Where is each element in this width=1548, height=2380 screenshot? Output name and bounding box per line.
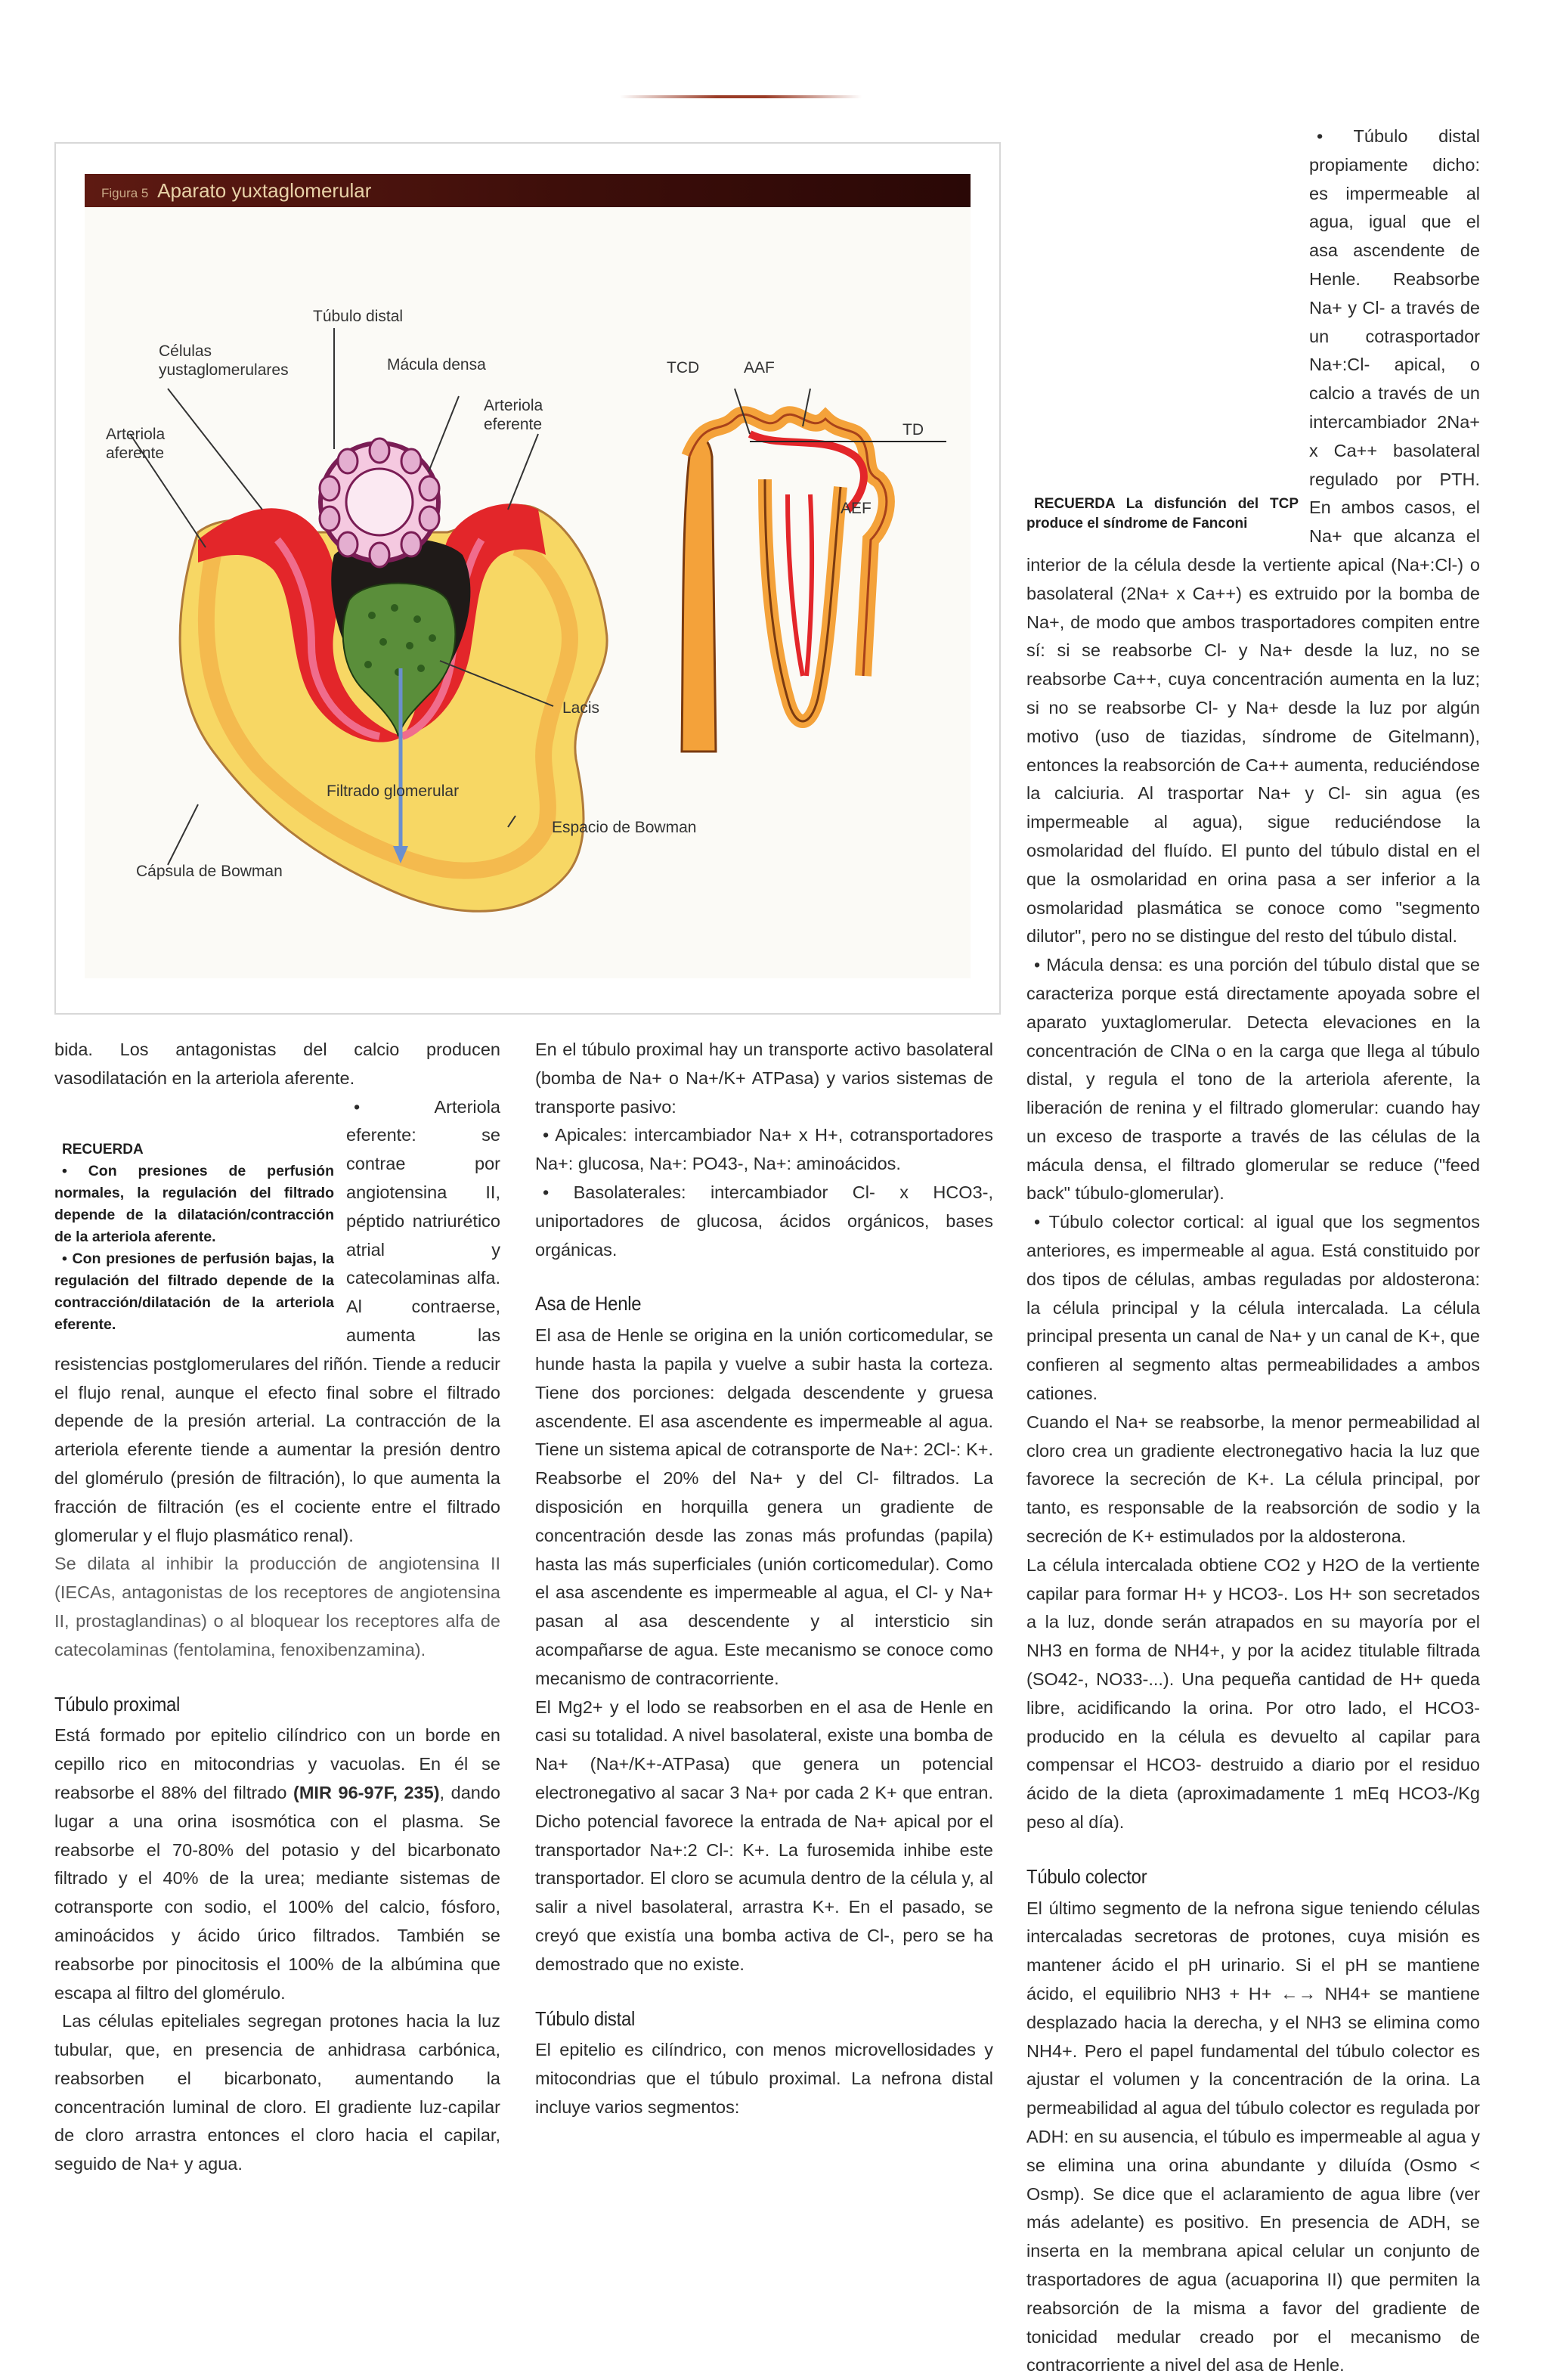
- column-right: [1026, 122, 1480, 2380]
- recuerda-title: RECUERDA: [62, 1141, 144, 1157]
- figure-title: Aparato yuxtaglomerular: [157, 179, 372, 202]
- figure-illustration: [85, 207, 971, 978]
- label-espacio-bowman: Espacio de Bowman: [552, 819, 697, 836]
- paragraph: bida. Los antagonistas del calcio producen vasodilatación en la arteriola aferente.: [54, 1040, 500, 1088]
- label-arteriola-eferente-1: Arteriola: [484, 397, 543, 414]
- label-filtrado-glomerular: Filtrado glomerular: [327, 782, 460, 800]
- recuerda-item: • Con presiones de perfusión normales, la regulación del filtrado depende de la dilatación/contracción de la arteriola aferente.: [54, 1162, 334, 1245]
- paragraph-text: Está formado por epitelio cilíndrico con un borde en cepillo rico en mitocondrias y vacuolas. En él se reabsorbe el 88% del filtrado: [54, 1725, 500, 1802]
- label-yuxtaglomerulares: yustaglomerulares: [159, 361, 289, 379]
- paragraph: • Túbulo colector cortical: al igual que los segmentos anteriores, es impermeable al agua. Está constituido por dos tipos de células, ambas reguladas por aldosterona: la célula principal y la célula intercalada. La célula principal presenta un canal de Na+ y un canal de K+, que confieren al segmento altas permeabilidades a ambos cationes.: [1026, 1212, 1480, 1404]
- paragraph: • Apicales: intercambiador Na+ x H+, cotransportadores Na+: glucosa, Na+: PO43-, Na+: aminoácidos.: [535, 1125, 993, 1174]
- label-aaf: AAF: [744, 359, 775, 377]
- paragraph: El epitelio es cilíndrico, con menos microvellosidades y mitocondrias que el túbulo proximal. La nefrona distal incluye varios segmentos:: [535, 2040, 993, 2117]
- paragraph-text: • Arteriola eferente: se contrae por angiotensina II, péptido natriurético atrial y catecolaminas alfa. Al contraerse, aumenta las resistencias postglomerulares del riñón. Tiende a reducir el flujo renal, aunque el efecto final sobre el filtrado depende de la presión arterial. La contracción de la arteriola eferente tiende a aumentar la presión dentro del glomérulo (presión de filtración), lo que aumenta la fracción de filtración (es el cociente entre el filtrado glomerular y el flujo plasmático renal).: [54, 1096, 500, 1545]
- paragraph: Las células epiteliales segregan protones hacia la luz tubular, que, en presencia de anhidrasa carbónica, reabsorben el bicarbonato, aumentando la concentración luminal de cloro. El gradiente luz-capilar de cloro arrastra entonces el cloro hacia el capilar, seguido de Na+ y agua.: [54, 2011, 500, 2174]
- paragraph: El asa de Henle se origina en la unión corticomedular, se hunde hasta la papila y vuelve a subir hasta la corteza. Tiene dos porciones: delgada descendente y gruesa ascendente. El asa ascendente es impermeable al agua. Tiene un sistema apical de cotransporte de Na+: 2Cl-: K+. Reabsorbe el 20% del Na+ y del Cl- filtrados. La disposición en horquilla genera un gradiente de concentración desde las zonas más profundas (papila) hasta las más superficiales (unión corticomedular). Como el asa ascendente es impermeable al agua, el Cl- y Na+ pasan al asa descendente y al intersticio sin acompañarse de agua. Este mecanismo se conoce como mecanismo de contracorriente.: [535, 1325, 993, 1688]
- figure-title-bar: [85, 174, 971, 207]
- heading-tubulo-distal: Túbulo distal: [535, 2007, 636, 2030]
- paragraph: [54, 1093, 500, 1551]
- figure-aparato-yuxtaglomerular: [54, 142, 1001, 1015]
- recuerda-box-fanconi: RECUERDA La disfunción del TCP produce el síndrome de Fanconi: [1026, 496, 1299, 531]
- label-tcd: TCD: [667, 359, 700, 377]
- column-left: [54, 1036, 500, 2179]
- paragraph: El último segmento de la nefrona sigue teniendo células intercaladas secretoras de protones, cuya misión es mantener ácido el pH urinario. Si el pH se mantiene ácido, el equilibrio NH3 + H+ ←→ NH4+ se mantiene desplazado hacia la derecha, y el NH3 se elimina como NH4+. Pero el papel fundamental del túbulo colector es ajustar el volumen y la concentración de la orina. La permeabilidad al agua del túbulo colector es regulada por ADH: en su ausencia, el túbulo es impermeable al agua y se elimina una orina abundante y diluída (Osmo < Osmp). Se dice que el aclaramiento de agua libre (ver más adelante) es positivo. En presencia de ADH, se inserta en la membrana apical celular un conjunto de trasportadores de agua (acuaporina II) que permiten la reabsorción de la misma a favor del gradiente de tonicidad medular creado por el mecanismo de contracorriente a nivel del asa de Henle.: [1026, 1898, 1480, 2375]
- label-macula-densa: Mácula densa: [387, 356, 486, 373]
- paragraph: En el túbulo proximal hay un transporte activo basolateral (bomba de Na+ o Na+/K+ ATPasa) y varios sistemas de transporte pasivo:: [535, 1040, 993, 1117]
- paragraph: • Basolaterales: intercambiador Cl- x HCO3-, uniportadores de glucosa, ácidos orgánicos, bases orgánicas.: [535, 1182, 993, 1260]
- label-td: TD: [902, 421, 924, 439]
- label-arteriola-aferente-1: Arteriola: [106, 426, 166, 443]
- heading-asa-de-henle: Asa de Henle: [535, 1292, 642, 1316]
- label-aef: AEF: [841, 500, 872, 517]
- label-arteriola-aferente-2: aferente: [106, 445, 165, 462]
- column-middle: [535, 1036, 993, 2122]
- paragraph-text: • Túbulo distal propiamente dicho: es impermeable al agua, igual que el asa ascendente de Henle. Reabsorbe Na+ y Cl- a través de un cotrasportador Na+:Cl- apical, o calcio a través de un intercambiador 2Na+ x Ca++ basolateral regulado por PTH. En ambos casos, el Na+ que alcanza el interior de la célula desde la vertiente apical (Na+:Cl-) o basolateral (2Na+ x Ca++) es extruido por la bomba de Na+, de modo que ambos trasportadores compiten entre sí: si se reabsorbe Cl- y Na+ desde la luz, no se reabsorbe Ca++, cuya concentración aumenta en la luz; si no se reabsorbe Cl- y Na+ desde la luz por algún motivo (uso de tiazidas, síndrome de Gitelmann), entonces la reabsorción de Ca++ aumenta, reduciéndose la calciuria. Al trasportar Na+ y Cl- sin agua (es impermeable al agua), sigue reduciéndose la osmolaridad del fluído. El punto del túbulo distal en el que la osmolaridad en orina pasa a ser inferior a la osmolaridad plasmática se conoce como "segmento dilutor", pero no se distingue del resto del túbulo distal.: [1026, 126, 1480, 947]
- recuerda-box-perfusion: [54, 1139, 334, 1336]
- paragraph: [54, 1721, 500, 2007]
- paragraph: La célula intercalada obtiene CO2 y H2O de la vertiente capilar para formar H+ y HCO3-. Los H+ son secretados a la luz, donde serán atrapados en su mayoría por el NH3 en forma de NH4+, y por la acidez titulable filtrada (SO42-, NO33-...). Una pequeña cantidad de H+ queda libre, acidificando la orina. Por otro lado, el HCO3- producido en la célula es devuelto al capilar para compensar el HCO3- destruido a diario por el residuo ácido de la dieta (aproximadamente 1 mEq HCO3-/Kg peso al día).: [1026, 1554, 1480, 1833]
- recuerda-item: • Con presiones de perfusión bajas, la regulación del filtrado depende de la contracción/dilatación de la arteriola eferente.: [54, 1250, 334, 1333]
- paragraph-text: , dando lugar a una orina isosmótica con el plasma. Se reabsorbe el 70-80% del potasio y del bicarbonato filtrado y el 40% de la urea; mediante sistemas de cotransporte con sodio, el 100% del calcio, fósforo, aminoácidos y ácido úrico filtrados. También se reabsorbe por pinocitosis el 100% de la albúmina que escapa al filtro del glomérulo.: [54, 1782, 501, 2003]
- paragraph: Se dilata al inhibir la producción de angiotensina II (IECAs, antagonistas de los receptores de angiotensina II, prostaglandinas) o al bloquear los receptores alfa de catecolaminas (fentolamina, fenoxibenzamina).: [54, 1554, 500, 1659]
- paragraph: • Mácula densa: es una porción del túbulo distal que se caracteriza porque está directamente apoyada sobre el aparato yuxtaglomerular. Detecta elevaciones en la concentración de ClNa o en la carga que llega al túbulo distal, y regula el tono de la arteriola aferente, la liberación de renina y el filtrado glomerular: cuando hay un exceso de trasporte a través de las células de la mácula densa, el filtrado glomerular se reduce ("feed back" túbulo-glomerular).: [1026, 955, 1480, 1204]
- paragraph: El Mg2+ y el lodo se reabsorben en el asa de Henle en casi su totalidad. A nivel basolateral, existe una bomba de Na+ (Na+/K+-ATPasa) que genera un potencial electronegativo al sacar 3 Na+ por cada 2 K+ que entran. Dicho potencial favorece la entrada de Na+ apical por el transportador Na+:2 Cl-: K+. La furosemida inhibe este transportador. El cloro se acumula dentro de la célula y, al salir a nivel basolateral, arrastra K+. En el pasado, se creyó que existía una bomba activa de Cl-, pero se ha demostrado que no existe.: [535, 1697, 993, 1974]
- label-arteriola-eferente-2: eferente: [484, 416, 543, 433]
- label-celulas: Células: [159, 342, 212, 360]
- heading-tubulo-proximal: Túbulo proximal: [54, 1692, 181, 1715]
- label-tubulo-distal: Túbulo distal: [313, 308, 404, 325]
- label-lacis: Lacis: [562, 699, 600, 717]
- figure-number: Figura 5: [101, 186, 149, 200]
- label-capsula-bowman: Cápsula de Bowman: [136, 863, 283, 880]
- top-decorative-rule: [620, 95, 862, 98]
- nephron-schematic: [682, 389, 946, 751]
- mir-reference: (MIR 96-97F, 235): [293, 1782, 440, 1802]
- paragraph: [1026, 122, 1480, 951]
- heading-tubulo-colector: Túbulo colector: [1026, 1864, 1147, 1888]
- paragraph: Cuando el Na+ se reabsorbe, la menor permeabilidad al cloro crea un gradiente electronegativo hacia la luz que favorece la secreción de K+. La célula principal, por tanto, es responsable de la reabsorción de sodio y la secreción de K+ estimulados por la aldosterona.: [1026, 1412, 1480, 1547]
